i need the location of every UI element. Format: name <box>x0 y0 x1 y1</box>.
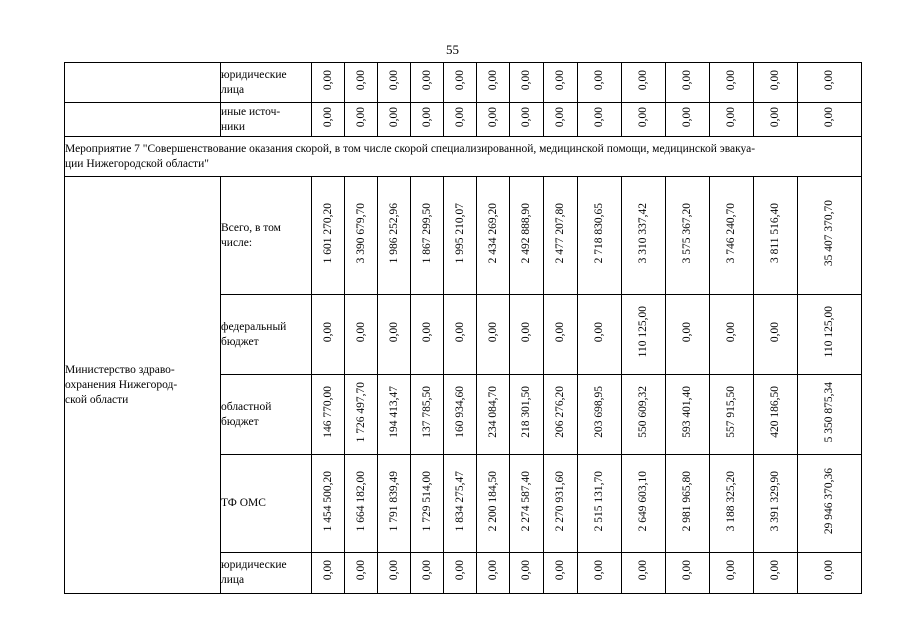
value-text: 0,00 <box>354 321 367 343</box>
value-text: 2 981 965,80 <box>681 470 693 532</box>
value-cell <box>510 63 544 103</box>
value-cell <box>345 375 378 455</box>
page-number: 55 <box>446 42 459 57</box>
value-text: 0,00 <box>420 106 433 128</box>
value-text: 0,00 <box>321 321 334 343</box>
value-text: 3 575 367,20 <box>681 202 693 264</box>
value-text: 3 811 516,40 <box>769 203 781 263</box>
table-row <box>65 177 862 295</box>
value-text: 0,00 <box>354 69 367 91</box>
value-text: 2 477 207,80 <box>554 202 566 264</box>
value-cell <box>666 455 710 553</box>
value-cell <box>477 103 510 137</box>
value-text: 0,00 <box>769 69 781 91</box>
value-text: 0,00 <box>823 69 835 91</box>
value-text: 1 664 182,00 <box>354 470 367 532</box>
value-text: 194 413,47 <box>387 386 400 438</box>
source-cell <box>221 63 312 103</box>
value-cell <box>345 177 378 295</box>
value-cell <box>312 553 345 594</box>
owner-cell-empty <box>65 103 221 137</box>
value-cell <box>622 553 666 594</box>
value-cell <box>710 375 754 455</box>
value-text: 0,00 <box>637 69 649 91</box>
value-text: 2 270 931,60 <box>554 470 566 532</box>
value-text: 0,00 <box>387 106 400 128</box>
value-cell <box>444 103 477 137</box>
event-title-line: Мероприятие 7 "Совершенствование оказания скорой, в том числе скорой специализированной, медицинской помощи, медицинской эвакуа- <box>65 142 756 155</box>
value-text: 110 125,00 <box>823 306 835 358</box>
value-cell <box>510 103 544 137</box>
value-cell <box>754 103 798 137</box>
source-line: ТФ ОМС <box>221 497 266 509</box>
value-text: 0,00 <box>725 560 737 581</box>
value-cell <box>578 177 622 295</box>
value-text: 0,00 <box>725 106 737 128</box>
owner-line: Министерство здраво- <box>65 363 175 376</box>
value-cell <box>444 375 477 455</box>
value-cell <box>798 375 862 455</box>
value-text: 0,00 <box>387 69 400 91</box>
value-text: 3 390 679,70 <box>354 202 367 264</box>
value-text: 0,00 <box>725 69 737 91</box>
value-text: 0,00 <box>681 560 693 581</box>
value-cell <box>411 375 444 455</box>
value-text: 0,00 <box>453 560 466 581</box>
value-text: 0,00 <box>486 560 499 581</box>
value-cell <box>378 103 411 137</box>
source-line: областной <box>221 400 272 413</box>
value-text: 0,00 <box>453 321 466 343</box>
value-cell <box>666 295 710 375</box>
owner-line: охранения Нижегород- <box>65 378 178 391</box>
value-text: 1 834 275,47 <box>453 470 466 532</box>
value-text: 0,00 <box>823 560 835 581</box>
value-cell <box>666 553 710 594</box>
value-text: 0,00 <box>681 321 693 343</box>
value-text: 0,00 <box>486 69 499 91</box>
value-text: 2 200 184,50 <box>486 470 499 532</box>
value-cell <box>444 295 477 375</box>
value-text: 0,00 <box>486 106 499 128</box>
value-text: 2 274 587,40 <box>520 470 532 532</box>
source-cell <box>221 177 312 295</box>
value-text: 0,00 <box>593 69 605 91</box>
value-text: 206 276,20 <box>554 386 566 438</box>
value-text: 0,00 <box>453 106 466 128</box>
source-line: лица <box>221 83 245 96</box>
value-cell <box>710 63 754 103</box>
value-cell <box>510 295 544 375</box>
value-text: 0,00 <box>681 69 693 91</box>
value-cell <box>798 103 862 137</box>
value-cell <box>544 455 578 553</box>
value-cell <box>710 295 754 375</box>
value-cell <box>578 553 622 594</box>
value-cell <box>666 375 710 455</box>
value-cell <box>578 103 622 137</box>
value-cell <box>477 375 510 455</box>
value-text: 3 391 329,90 <box>769 470 781 532</box>
value-text: 0,00 <box>823 106 835 128</box>
value-cell <box>622 295 666 375</box>
value-cell <box>710 103 754 137</box>
value-text: 0,00 <box>637 560 649 581</box>
value-cell <box>754 455 798 553</box>
value-cell <box>411 177 444 295</box>
value-cell <box>477 177 510 295</box>
value-text: 0,00 <box>354 560 367 581</box>
value-text: 146 770,00 <box>321 386 334 438</box>
value-cell <box>578 375 622 455</box>
value-text: 1 867 299,50 <box>420 202 433 264</box>
source-cell <box>221 295 312 375</box>
owner-line: ской области <box>65 393 129 406</box>
value-cell <box>345 103 378 137</box>
source-cell <box>221 375 312 455</box>
value-text: 0,00 <box>387 321 400 343</box>
value-text: 593 401,40 <box>681 386 693 438</box>
value-cell <box>754 375 798 455</box>
value-cell <box>754 63 798 103</box>
value-text: 0,00 <box>520 106 532 128</box>
value-cell <box>544 295 578 375</box>
value-cell <box>312 455 345 553</box>
value-text: 0,00 <box>593 106 605 128</box>
value-cell <box>510 455 544 553</box>
value-cell <box>710 177 754 295</box>
source-line: бюджет <box>221 415 259 428</box>
value-cell <box>345 455 378 553</box>
value-text: 35 407 370,70 <box>823 199 835 267</box>
value-cell <box>411 553 444 594</box>
value-cell <box>578 295 622 375</box>
value-cell <box>622 177 666 295</box>
value-cell <box>477 455 510 553</box>
table-row <box>65 63 862 103</box>
value-text: 1 729 514,00 <box>420 470 433 532</box>
value-cell <box>477 553 510 594</box>
value-text: 0,00 <box>554 560 566 581</box>
value-cell <box>444 455 477 553</box>
value-text: 420 186,50 <box>769 386 781 438</box>
value-cell <box>378 177 411 295</box>
value-text: 0,00 <box>420 69 433 91</box>
value-text: 1 995 210,07 <box>453 202 466 264</box>
value-cell <box>312 375 345 455</box>
value-cell <box>411 455 444 553</box>
value-text: 3 310 337,42 <box>637 202 649 264</box>
value-text: 0,00 <box>321 69 334 91</box>
value-cell <box>578 455 622 553</box>
value-cell <box>510 177 544 295</box>
value-text: 218 301,50 <box>520 386 532 438</box>
value-cell <box>444 553 477 594</box>
value-cell <box>312 295 345 375</box>
value-cell <box>544 177 578 295</box>
value-text: 0,00 <box>554 69 566 91</box>
value-text: 0,00 <box>769 560 781 581</box>
value-text: 2 649 603,10 <box>637 470 649 532</box>
value-cell <box>622 103 666 137</box>
value-cell <box>312 177 345 295</box>
source-cell <box>221 455 312 553</box>
source-line: федеральный <box>221 320 287 333</box>
value-cell <box>754 295 798 375</box>
value-cell <box>345 295 378 375</box>
value-text: 2 515 131,70 <box>593 470 605 532</box>
value-text: 1 791 839,49 <box>387 470 400 532</box>
source-line: числе: <box>221 236 253 249</box>
value-cell <box>798 295 862 375</box>
owner-cell-empty <box>65 63 221 103</box>
value-cell <box>622 375 666 455</box>
event-row <box>65 137 862 177</box>
value-cell <box>544 553 578 594</box>
value-text: 160 934,60 <box>453 386 466 438</box>
value-text: 5 350 875,34 <box>823 381 835 443</box>
value-cell <box>798 177 862 295</box>
source-line: юридические <box>221 559 287 571</box>
value-text: 2 718 830,65 <box>593 202 605 264</box>
value-cell <box>312 63 345 103</box>
value-text: 2 434 269,20 <box>486 202 499 264</box>
value-text: 2 492 888,90 <box>520 202 532 264</box>
value-cell <box>411 103 444 137</box>
value-text: 0,00 <box>725 321 737 343</box>
value-text: 3 188 325,20 <box>725 470 737 532</box>
value-text: 137 785,50 <box>420 386 433 438</box>
source-cell <box>221 103 312 137</box>
value-cell <box>510 553 544 594</box>
value-text: 0,00 <box>520 560 532 581</box>
value-cell <box>411 295 444 375</box>
source-line: бюджет <box>221 335 259 348</box>
value-cell <box>710 553 754 594</box>
value-text: 0,00 <box>593 321 605 343</box>
value-cell <box>798 455 862 553</box>
value-text: 110 125,00 <box>637 306 649 358</box>
value-text: 1 454 500,20 <box>321 470 334 532</box>
value-text: 0,00 <box>769 321 781 343</box>
value-cell <box>378 455 411 553</box>
value-cell <box>798 553 862 594</box>
source-line: иные источ- <box>221 105 281 118</box>
value-cell <box>312 103 345 137</box>
event-title <box>65 137 862 177</box>
value-cell <box>345 63 378 103</box>
source-line: ники <box>221 120 246 133</box>
value-cell <box>345 553 378 594</box>
value-text: 0,00 <box>321 560 334 581</box>
value-text: 0,00 <box>321 106 334 128</box>
value-text: 0,00 <box>554 106 566 128</box>
value-text: 0,00 <box>453 69 466 91</box>
value-cell <box>754 177 798 295</box>
source-line: Всего, в том <box>221 221 281 234</box>
value-text: 203 698,95 <box>593 386 605 438</box>
value-text: 0,00 <box>420 321 433 343</box>
value-text: 1 726 497,70 <box>354 381 367 443</box>
event-title-line: ции Нижегородской области" <box>65 157 209 170</box>
value-cell <box>754 553 798 594</box>
value-text: 0,00 <box>387 560 400 581</box>
value-text: 557 915,50 <box>725 386 737 438</box>
owner-cell <box>65 177 221 594</box>
budget-table-body <box>65 63 862 594</box>
value-cell <box>411 63 444 103</box>
budget-table <box>64 62 862 594</box>
value-text: 1 986 252,96 <box>387 202 400 264</box>
value-text: 0,00 <box>637 106 649 128</box>
value-text: 1 601 270,20 <box>321 202 334 264</box>
value-text: 0,00 <box>486 321 499 343</box>
value-cell <box>378 553 411 594</box>
value-cell <box>544 375 578 455</box>
source-line: юридические <box>221 68 287 81</box>
value-cell <box>666 103 710 137</box>
value-cell <box>444 177 477 295</box>
value-text: 29 946 370,36 <box>823 467 835 535</box>
value-cell <box>378 295 411 375</box>
value-cell <box>444 63 477 103</box>
value-cell <box>578 63 622 103</box>
value-text: 0,00 <box>681 106 693 128</box>
value-text: 0,00 <box>520 321 532 343</box>
value-cell <box>666 63 710 103</box>
value-cell <box>798 63 862 103</box>
value-cell <box>477 295 510 375</box>
value-cell <box>544 103 578 137</box>
value-text: 0,00 <box>593 560 605 581</box>
value-cell <box>378 375 411 455</box>
value-cell <box>666 177 710 295</box>
value-cell <box>544 63 578 103</box>
value-text: 234 084,70 <box>486 386 499 438</box>
value-text: 3 746 240,70 <box>725 202 737 264</box>
table-row <box>65 103 862 137</box>
value-cell <box>622 63 666 103</box>
value-text: 550 609,32 <box>637 386 649 438</box>
source-line: лица <box>221 574 245 586</box>
value-text: 0,00 <box>554 321 566 343</box>
value-cell <box>622 455 666 553</box>
value-text: 0,00 <box>354 106 367 128</box>
value-text: 0,00 <box>420 560 433 581</box>
value-text: 0,00 <box>769 106 781 128</box>
value-cell <box>477 63 510 103</box>
value-cell <box>510 375 544 455</box>
value-cell <box>710 455 754 553</box>
source-cell <box>221 553 312 594</box>
value-text: 0,00 <box>520 69 532 91</box>
value-cell <box>378 63 411 103</box>
